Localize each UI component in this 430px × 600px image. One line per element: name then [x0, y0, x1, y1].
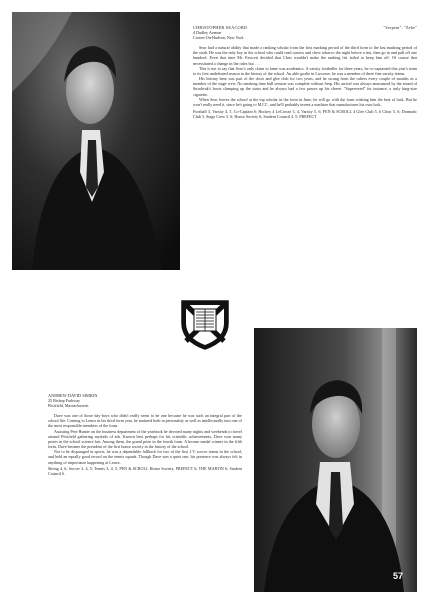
- paragraph: Dave was one of those day-boys who didn't really seem to be one because he was such an integral part of the school life. Coming to Lenox in his third form year, he matured both in personality as well as intellectually into one of the most responsible members of the form.: [48, 413, 242, 429]
- paragraph: This is not to say that Seac's only claim to fame was academics. A varsity footballer for three years, he co-captained this year's team to its first undefeated season in the history of the school. An able goalie in Lacrosse, he was a member of three fine varsity teams.: [193, 65, 417, 76]
- activities-list: Skiing 4, 6; Soccer 3, 4, 5; Tennis 3, 4, 5; PEN & SCROLL Honor Society, PREFECT 6; THE MARTIN 6; Student Council 6.: [48, 466, 242, 477]
- page-number: 57: [393, 571, 404, 581]
- activities-list: Football 3, Varsity 4, 5, Co-Captain 6; Hockey 4 LeCrosse 3, 4, Varsity 5, 6; PEN & SCROLL 4 Glee Club 5, 6 Choir 5, 6; Dramatic Club 5, Stage Crew 5, 6; Honor Society 6; Student Council 4, 5; PREFECT: [193, 108, 417, 119]
- paragraph: Assisting Pete Hunter on the business department of the yearbook he devoted many nights and weekends to travel around Pittsfield gathering myriads of ads. Known best perhaps for his scientific achievements, Dave won many prizes in the school science fair. Among them, the grand prize in the fourth form. A bronze medal winner in the fifth form, Dave became the president of the first honor society in the history of the school.: [48, 428, 242, 450]
- paragraph: Not to be disparaged in sports, he was a dependable fullback for two of the first J.V. soccer teams in the school, and held an equally good record on the tennis squads. Though Dave was a quiet one, his presence was always felt in anything of importance happening at Lenox.: [48, 449, 242, 465]
- paragraph: His literary bent was part of the choir and glee club for two years, and he swung from the rafters every couple of months as a member of the stage crew. No smoking time bull session was complete without Serp. His arrival was always announced by the sound of Stradivak's boots clumping up the stairs and he always had a few passes up his sleeve. "Superweed" for instance, a truly king-size cigarette.: [193, 76, 417, 97]
- student-name: ANDREW DAVID SIMKIN: [48, 393, 98, 398]
- portrait-photo-andrew-david-simkin: [254, 328, 417, 592]
- address-line-1: 25 Bishop Parkway: [48, 398, 81, 404]
- school-crest-emblem: [180, 297, 230, 351]
- address-line-2: Pittsfield, Massachusetts: [48, 403, 89, 409]
- paragraph: Seac had a natural ability that made a ranking scholar from the first marking period of the third form to the last marking period of the sixth. He was the only boy in the school who could read comics and chew tobacco the night before a test, then go in and pull off one hundred. Even that time Mr. Fawcett decided that Chris wouldn't make the ranking list failed to keep him off. Of course that necessitated a change in the rules but . . .: [193, 45, 417, 66]
- address-line-2: Croton-On-Hudson, New York: [193, 35, 244, 41]
- portrait-photo-christopher-seacord: [12, 12, 180, 270]
- student-nicknames: "Serpent", "Zeke": [383, 25, 417, 30]
- student-name: CHRISTOPHER SEACORD: [193, 25, 248, 30]
- address-line-1: 4 Dudley Avenue: [193, 30, 222, 36]
- paragraph: When Seac leaves the school at the top scholar in the form in June, he will go with the form wishing him the best of luck. But he won't really need it, since he's going to M.I.T., and he'll probably invent a machine that manufactures his own luck.: [193, 96, 417, 107]
- senior-entry-bottom: [48, 393, 242, 477]
- senior-entry-top: [193, 25, 417, 119]
